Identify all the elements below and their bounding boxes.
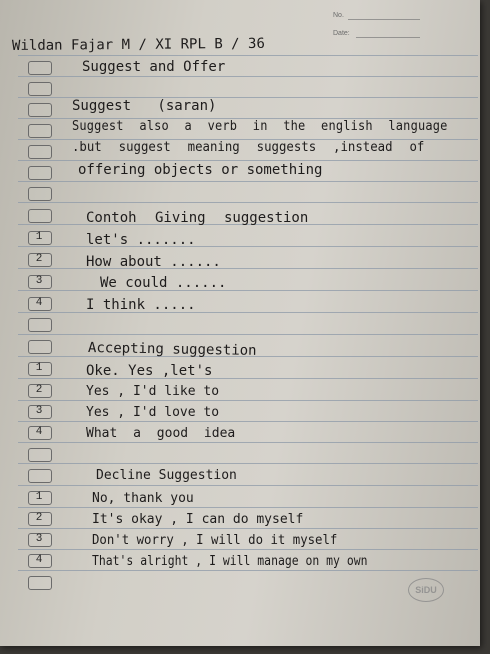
margin-box: [28, 82, 52, 96]
student-info: Wildan Fajar M / XI RPL B / 36: [11, 35, 265, 54]
rule-line: [18, 181, 478, 182]
rule-line: [18, 334, 478, 335]
margin-box: [28, 166, 52, 180]
declining-item: No, thank you: [92, 491, 194, 506]
definition-line: Suggest also a verb in the english language: [72, 119, 448, 134]
declining-item: That's alright , I will manage on my own: [92, 554, 368, 569]
item-number: 2: [35, 253, 43, 265]
rule-line: [18, 442, 478, 443]
accepting-item: Yes , I'd like to: [86, 384, 220, 399]
rule-line: [18, 549, 478, 550]
rule-line: [18, 507, 478, 508]
rule-line: [18, 202, 478, 203]
giving-item: We could ......: [100, 275, 227, 291]
margin-box: [28, 145, 52, 159]
margin-box: [28, 103, 52, 117]
definition-line: .but suggest meaning suggests ,instead of: [72, 140, 425, 155]
declining-heading: Decline Suggestion: [96, 468, 237, 483]
giving-item: I think .....: [86, 297, 196, 313]
declining-item: It's okay , I can do myself: [92, 512, 304, 527]
accepting-heading: Accepting suggestion: [87, 340, 257, 359]
rule-line: [18, 160, 478, 161]
item-number: 2: [35, 512, 43, 524]
giving-item: let's .......: [86, 232, 196, 248]
date-label: Date:: [333, 30, 350, 37]
item-number: 3: [35, 405, 43, 417]
margin-box: [28, 469, 52, 483]
accepting-item: Oke. Yes ,let's: [86, 363, 213, 379]
margin-box: [28, 318, 52, 332]
rule-line: [18, 463, 478, 464]
rule-line: [18, 528, 478, 529]
rule-line: [18, 76, 478, 77]
giving-item: How about ......: [86, 254, 221, 270]
no-label: No.: [333, 12, 344, 19]
rule-line: [18, 400, 478, 401]
margin-box: [28, 448, 52, 462]
margin-box: [28, 61, 52, 75]
item-number: 1: [35, 231, 43, 243]
item-number: 2: [35, 384, 43, 396]
item-number: 1: [35, 491, 43, 503]
item-number: 3: [35, 275, 43, 287]
margin-box: [28, 576, 52, 590]
date-line: [356, 37, 420, 38]
brand-logo: SiDU: [408, 578, 444, 602]
margin-box: [28, 340, 52, 354]
declining-item: Don't worry , I will do it myself: [92, 533, 338, 548]
rule-line: [18, 485, 478, 486]
note-title: Suggest and Offer: [82, 59, 226, 75]
giving-heading: Contoh Giving suggestion: [86, 210, 309, 226]
item-number: 1: [35, 362, 43, 374]
rule-line: [18, 570, 478, 571]
rule-line: [18, 290, 478, 291]
item-number: 3: [35, 533, 43, 545]
item-number: 4: [35, 554, 43, 566]
rule-line: [18, 421, 478, 422]
rule-line: [18, 55, 478, 56]
margin-box: [28, 209, 52, 223]
item-number: 4: [35, 426, 43, 438]
no-line: [348, 19, 420, 20]
margin-box: [28, 124, 52, 138]
definition-line: offering objects or something: [78, 162, 323, 178]
item-number: 4: [35, 297, 43, 309]
margin-box: [28, 187, 52, 201]
accepting-item: Yes , I'd love to: [86, 405, 220, 420]
accepting-item: What a good idea: [86, 426, 236, 441]
definition-heading: Suggest (saran): [72, 98, 217, 114]
